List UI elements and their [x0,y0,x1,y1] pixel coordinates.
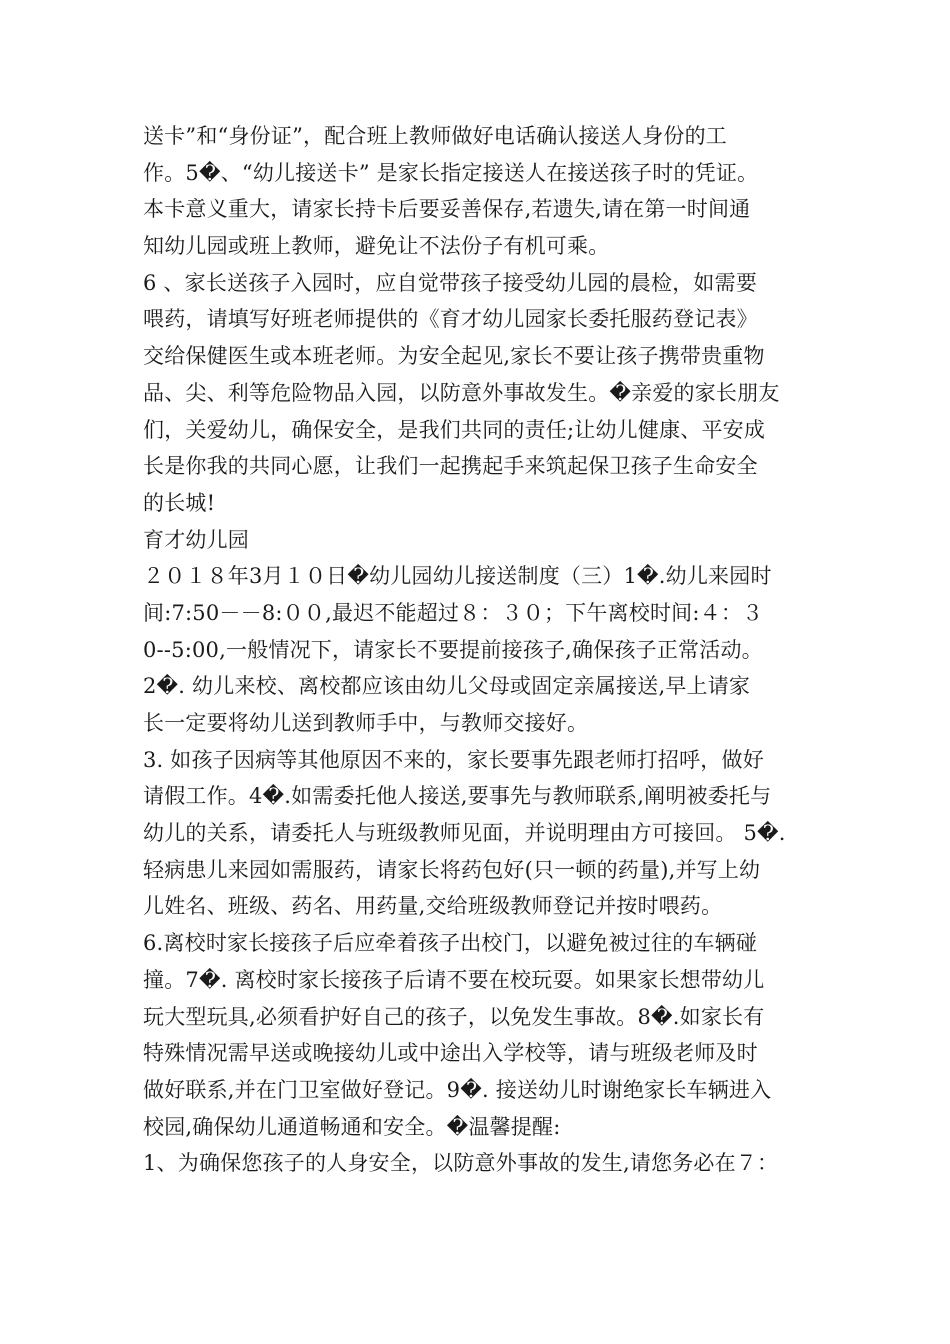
text-line: 做好联系,并在门卫室做好登记。9�. 接送幼儿时谢绝家长车辆进入 [143,1077,772,1102]
text-line: 2�. 幼儿来校、离校都应该由幼儿父母或固定亲属接送,早上请家 [143,674,751,699]
text-line: 校园,确保幼儿通道畅通和安全。�温馨提醒: [143,1114,561,1139]
document-body [143,118,833,1182]
text-line: 0--5:00,一般情况下，请家长不要提前接孩子,确保孩子正常活动。 [143,637,763,662]
text-line: 长是你我的共同心愿，让我们一起携起手来筑起保卫孩子生命安全 [143,454,758,479]
text-line: 幼儿的关系，请委托人与班级教师见面，并说明理由方可接回。 5�. [143,821,786,846]
text-line: 特殊情况需早送或晚接幼儿或中途出入学校等，请与班级老师及时 [143,1041,758,1066]
text-line: 们，关爱幼儿，确保安全，是我们共同的责任;让幼儿健康、平安成 [143,417,766,442]
text-line: 6 、家长送孩子入园时，应自觉带孩子接受幼儿园的晨检，如需要 [143,270,758,295]
text-line: 知幼儿园或班上教师，避免让不法份子有机可乘。 [143,234,610,259]
text-line: 撞。7�. 离校时家长接孩子后请不要在校玩耍。如果家长想带幼儿 [143,967,765,992]
text-line: 本卡意义重大，请家长持卡后要妥善保存,若遗失,请在第一时间通 [143,197,751,222]
text-line: 喂药，请填写好班老师提供的《育才幼儿园家长委托服药登记表》 [143,307,758,332]
text-line: 1、为确保您孩子的人身安全，以防意外事故的发生,请您务必在７： [143,1151,779,1176]
text-line: 间:7:50－－8:００,最迟不能超过８：３０；下午离校时间:４：３ [143,600,764,625]
signature-line: 育才幼儿园 [143,527,249,552]
text-line: 3. 如孩子因病等其他原因不来的，家长要事先跟老师打招呼，做好 [143,747,764,772]
text-line: ２０１８年3月１０日�幼儿园幼儿接送制度（三）1�.幼儿来园时 [143,564,772,589]
text-line: 送卡”和“身份证”，配合班上教师做好电话确认接送人身份的工 [143,124,728,148]
text-line: 玩大型玩具,必须看护好自己的孩子，以免发生事故。8�.如家长有 [143,1004,765,1029]
text-line: 交给保健医生或本班老师。为安全起见,家长不要让孩子携带贵重物 [143,344,765,369]
text-line: 的长城! [143,490,216,515]
text-line: 轻病患儿来园如需服药，请家长将药包好(只一顿的药量),并写上幼 [143,857,761,882]
text-line: 儿姓名、班级、药名、用药量,交给班级教师登记并按时喂药。 [143,894,723,919]
text-line: 长一定要将幼儿送到教师手中，与教师交接好。 [143,711,589,735]
text-line: 6.离校时家长接孩子后应牵着孩子出校门，以避免被过往的车辆碰 [143,931,758,956]
text-line: 作。5�、“幼儿接送卡” 是家长指定接送人在接送孩子时的凭证。 [143,160,759,185]
text-line: 请假工作。4�.如需委托他人接送,要事先与教师联系,阐明被委托与 [143,784,772,809]
text-line: 品、尖、利等危险物品入园，以防意外事故发生。�亲爱的家长朋友 [143,380,780,405]
